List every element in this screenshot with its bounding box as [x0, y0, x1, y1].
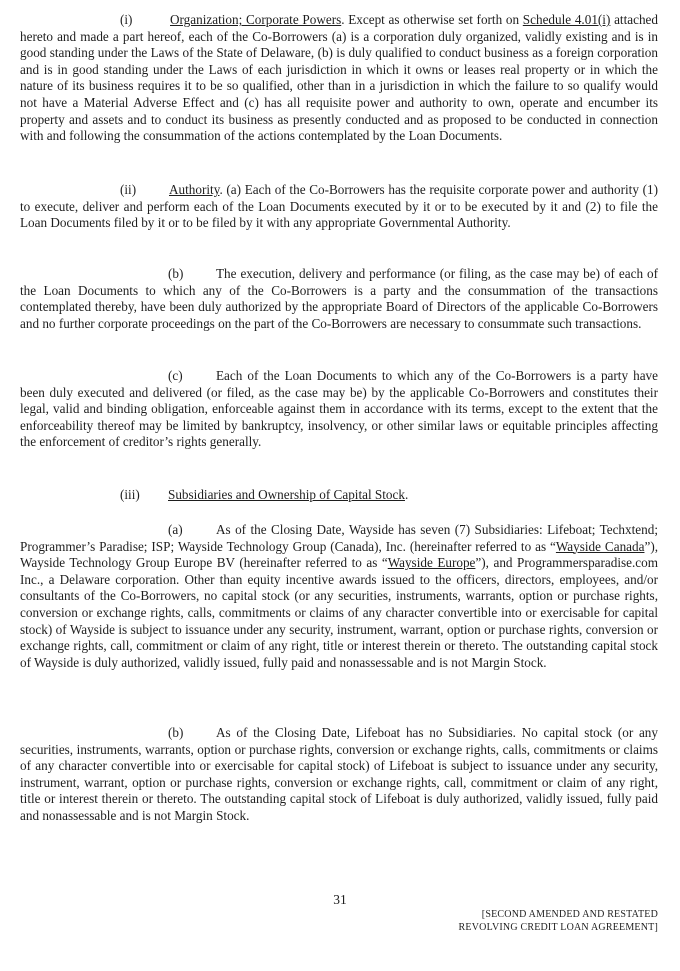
- document-footer: [459, 908, 658, 934]
- section-subsidiaries-heading: [20, 487, 658, 504]
- paragraph-text: . Except as otherwise set forth on: [341, 12, 523, 27]
- paragraph-text: As of the Closing Date, Wayside has seven (7) Subsidiaries: Lifeboat; Techxtend; Programmer’s Paradise; ISP; Wayside Technology Group (Canada), Inc. (hereinafter referred to as “: [20, 522, 658, 554]
- paragraph-text: Each of the Loan Documents to which any of the Co-Borrowers is a party have been duly executed and delivered (or filed, as the case may be) by the applicable Co-Borrowers and constitutes their legal, valid and binding obligation, enforceable against them in accordance with its terms, except to the extent that the enforceability thereof may be limited by bankruptcy, insolvency, or other similar laws or equitable principles affecting the enforcement of creditor’s rights generally.: [20, 368, 658, 450]
- subsection-number: (b): [168, 725, 184, 740]
- subsection-c-paragraph: [20, 368, 658, 451]
- section-heading: Authority: [169, 182, 220, 197]
- paragraph-text: The execution, delivery and performance (or filing, as the case may be) of each of the Loan Documents to which any of the Co-Borrowers is a party and the consummation of the transactions contemplated thereby, have been duly authorized by the appropriate Board of Directors of the applicable Co-Borrowers and no further corporate proceedings on the part of the Co-Borrowers are necessary to consummate such transactions.: [20, 266, 658, 331]
- footer-line: [SECOND AMENDED AND RESTATED: [481, 909, 658, 920]
- section-heading: Organization; Corporate Powers: [170, 12, 342, 27]
- section-number: (iii): [120, 487, 140, 502]
- page-number: 31: [333, 892, 347, 907]
- subsection-a-paragraph: [20, 522, 658, 671]
- subsection-number: (c): [168, 368, 183, 383]
- paragraph-text: As of the Closing Date, Lifeboat has no Subsidiaries. No capital stock (or any securities, instruments, warrants, option or purchase rights, conversion or exchange rights, calls, commitments or claims of any character convertible into or exercisable for capital stock) of Lifeboat is subject to issuance under any security, instrument, warrant, option or purchase rights, conversion or exchange rights, call, commitment or claim of any right, title or interest therein or thereto. The outstanding capital stock of Lifeboat is duly authorized, validly issued, fully paid and nonassessable and is not Margin Stock.: [20, 725, 658, 823]
- section-number: (ii): [120, 182, 137, 197]
- schedule-reference: Schedule 4.01(i): [522, 12, 611, 27]
- section-number: (i): [120, 12, 133, 27]
- subsection-b-lifeboat-paragraph: [20, 725, 658, 825]
- subsection-number: (b): [168, 266, 184, 281]
- section-organization-paragraph: [20, 12, 658, 145]
- defined-term-wayside-europe: Wayside Europe: [387, 555, 476, 571]
- paragraph-text: . (a) Each of the Co-Borrowers has the requisite corporate power and authority (1) to execute, deliver and perform each of the Loan Documents executed by it or to be executed by it and (2) to file the Loan Documents filed by it or to be filed by it with any appropriate Governmental Authority.: [20, 182, 658, 231]
- paragraph-text: ”), Wayside Technology Group Europe BV (hereinafter referred to as “: [20, 538, 659, 571]
- section-authority-paragraph: [20, 182, 658, 232]
- subsection-b-paragraph: [20, 266, 658, 332]
- footer-line: REVOLVING CREDIT LOAN AGREEMENT]: [458, 922, 658, 933]
- subsection-number: (a): [168, 522, 183, 537]
- paragraph-text: ”), and Programmersparadise.com Inc., a Delaware corporation. Other than equity incentive awards issued to the officers, directors, employees, and/or consultants of the Co-Borrowers, no capital stock (or any securities, instruments, warrants, option or purchase rights, conversion or exchange rights, calls, commitments or claims of any character convertible into or exercisable for capital stock) of Wayside is subject to issuance under any security, instrument, warrant, option or purchase rights, conversion or exchange rights, call, commitment or claim of any right, title or interest therein or thereto. The outstanding capital stock of Wayside is duly authorized, validly issued, fully paid and nonassessable and is not Margin Stock.: [20, 555, 659, 670]
- paragraph-text: attached hereto and made a part hereof, each of the Co-Borrowers (a) is a corporation duly organized, validly existing and is in good standing under the Laws of the State of Delaware, (b) is duly qualified to conduct business as a foreign corporation and is in good standing under the Laws of each jurisdiction in which it owns or leases real property or in which the nature of its business requires it to be so qualified, other than in a jurisdiction in which the failure to so qualify would not have a Material Adverse Effect and (c) has all requisite power and authority to own, operate and encumber its property and assets and to conduct its business as presently conducted and as proposed to be conducted in connection with and following the consummation of the actions contemplated by the Loan Documents.: [20, 12, 659, 144]
- heading-period: .: [404, 487, 409, 502]
- section-heading: Subsidiaries and Ownership of Capital Stock: [168, 487, 405, 502]
- defined-term-wayside-canada: Wayside Canada: [555, 538, 645, 554]
